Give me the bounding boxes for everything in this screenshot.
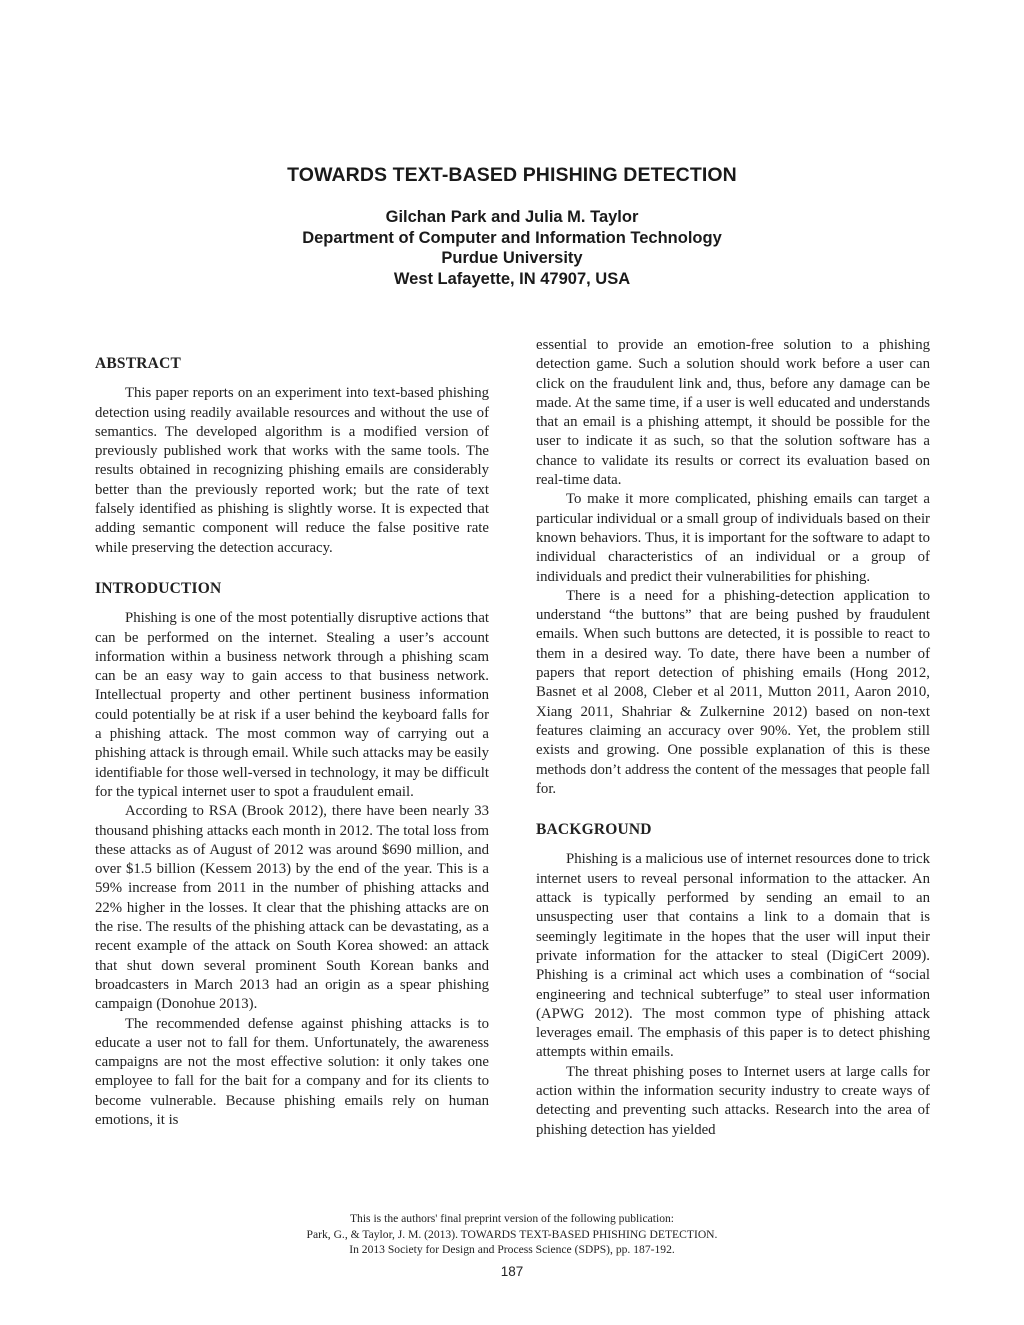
background-paragraph: Phishing is a malicious use of internet resources done to trick internet users to reveal personal information to the attacker. An attack is typically performed by sending an email to an unsuspecting user that contains a link to a domain that is seemingly legitimate in the hopes that the user will input their private information for the attacker to steal (DigiCert 2009). Phishing is a criminal act which uses a combination of “social engineering and technical subterfuge” to steal user information (APWG 2012). The most common type of phishing attack leverages email. The emphasis of this paper is to detect phishing attempts within emails. — [536, 851, 930, 1061]
background-paragraph: The threat phishing poses to Internet users at large calls for action within the information security industry to create ways of detecting and preventing such attacks. Research into the area of phishing detection has yielded — [536, 1063, 930, 1138]
author-names: Gilchan Park and Julia M. Taylor — [385, 208, 639, 226]
introduction-paragraph: To make it more complicated, phishing emails can target a particular individual or a small group of individuals based on their known behaviors. Thus, it is important for the software to adapt to individual characteristics of an individual or a group of individuals and predict their vulnerabilities for phishing. — [536, 491, 930, 585]
paper-title: TOWARDS TEXT-BASED PHISHING DETECTION — [287, 164, 737, 186]
publication-footer — [0, 1211, 1024, 1258]
introduction-paragraph: There is a need for a phishing-detection application to understand “the buttons” that are being pushed by fraudulent emails. When such buttons are detected, it is possible to react to them in a desired way. To date, there have been a number of papers that report detection of phishing emails (Hong 2012, Basnet et al 2008, Cleber et al 2011, Mutton 2011, Aaron 2010, Xiang 2011, Shahriar & Zulkernine 2012) based on non-text features claiming an accuracy over 90%. Yet, the problem still exists and growing. One possible explanation of this is these methods don’t address the content of the messages that people fall for. — [536, 587, 930, 797]
author-location: West Lafayette, IN 47907, USA — [393, 269, 631, 288]
footer-note: This is the authors' final preprint version of the following publication: — [349, 1212, 675, 1225]
right-column — [536, 336, 930, 1140]
introduction-paragraph: The recommended defense against phishing attacks is to educate a user not to fall for them. Unfortunately, the awareness campaigns are not the most effective solution: it only takes one employee to fall for the bait for a company and for its clients to become vulnerable. Because phishing emails rely on human emotions, it is — [95, 1015, 489, 1128]
page-number: 187 — [500, 1264, 524, 1279]
left-column — [95, 354, 489, 1130]
author-block — [0, 207, 1024, 289]
footer-venue: In 2013 Society for Design and Process Science (SDPS), pp. 187-192. — [349, 1243, 675, 1256]
abstract-text: This paper reports on an experiment into text-based phishing detection using readily available resources and without the use of semantics. The developed algorithm is a modified version of previously published work that works with the same tools. The results obtained in recognizing phishing emails are considerably better than the previously reported work; but the rate of text falsely identified as phishing is slightly worse. It is expected that adding semantic component will reduce the false positive rate while preserving the detection accuracy. — [95, 385, 489, 556]
author-university: Purdue University — [441, 249, 583, 267]
introduction-paragraph: According to RSA (Brook 2012), there have been nearly 33 thousand phishing attacks each month in 2012. The total loss from these attacks as of August of 2012 was around $690 million, and over $1.5 billion (Kessem 2013) by the end of the year. This is a 59% increase from 2011 in the number of phishing attacks and 22% higher in the losses. It clear that the phishing attacks are on the rise. The results of the phishing attack can be devastating, as a recent example of the attack on South Korea showed: an attack that shut down several prominent South Korean banks and broadcasters in March 2013 had an origin as a spear phishing campaign (Donohue 2013). — [95, 803, 489, 1013]
author-department: Department of Computer and Information Technology — [302, 228, 722, 247]
abstract-heading: ABSTRACT — [95, 355, 182, 372]
background-heading: BACKGROUND — [536, 821, 652, 839]
introduction-heading: INTRODUCTION — [95, 579, 222, 597]
continued-paragraph: essential to provide an emotion-free solution to a phishing detection game. Such a solution should work before a user can click on the fraudulent link and, thus, before any damage can be made. At the same time, if a user is well educated and understands that an email is a phishing attempt, it should be possible for the user to indicate it as such, so that the solution software has a chance to validate its results or correct its evaluation based on real-time data. — [536, 337, 930, 489]
footer-citation: Park, G., & Taylor, J. M. (2013). TOWARDS TEXT-BASED PHISHING DETECTION. — [306, 1227, 718, 1241]
introduction-paragraph: Phishing is one of the most potentially disruptive actions that can be performed on the internet. Stealing a user’s account information within a business network through a phishing scam can be an easy way to gain access to that business network. Intellectual property and other pertinent business information could potentially be at risk if a user behind the keyboard falls for a phishing attack. The most common way of carrying out a phishing attack is through email. While such attacks may be easily identifiable for those well-versed in technology, it may be difficult for the typical internet user to spot a fraudulent email. — [95, 610, 489, 800]
